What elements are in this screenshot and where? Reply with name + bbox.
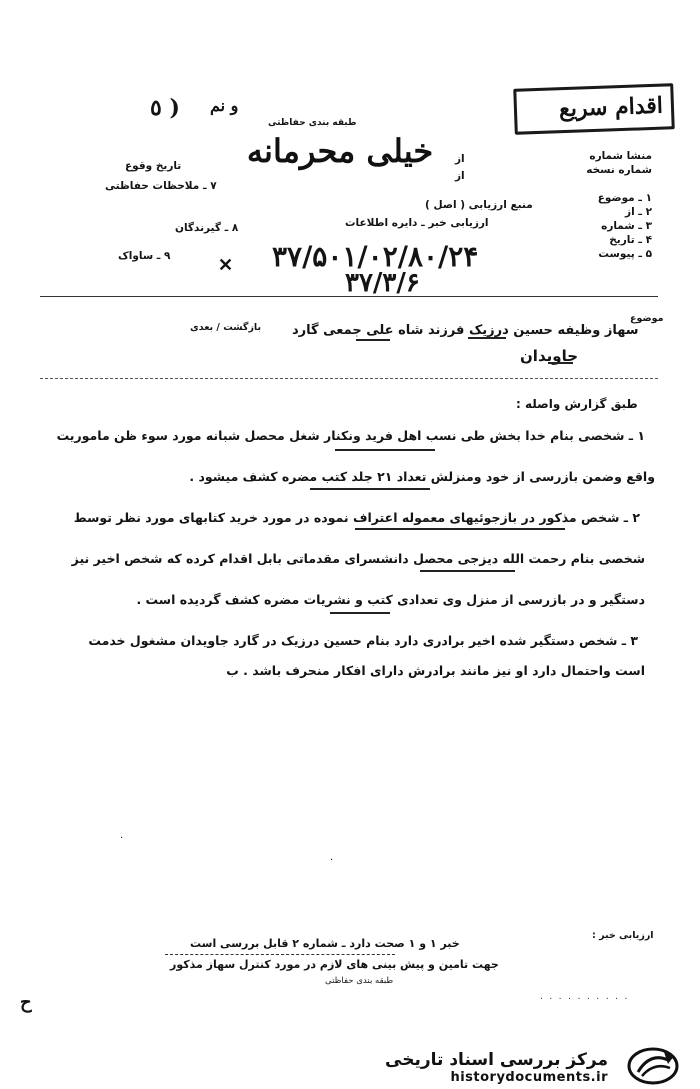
- field-savak: ۹ ـ ساواک: [118, 250, 171, 262]
- dot-mark: ·: [330, 855, 334, 866]
- field-from-2: از: [455, 170, 465, 182]
- hand-underline: [420, 570, 515, 572]
- field-label: ۵ ـ پیوست: [598, 248, 652, 260]
- field-label: ۴ ـ تاریخ: [609, 234, 652, 246]
- paragraph-3-line-1: ۳ ـ شخص دستگیر شده اخیر برادری دارد بنام حسین درزیک در گارد جاویدان مشغول خدمت: [88, 633, 638, 648]
- evaluation-line-2: جهت تامین و پیش بینی های لازم در مورد کنترل سهاز مذکور: [170, 958, 499, 971]
- field-recipients: ۸ ـ گیرندگان: [175, 222, 239, 234]
- classification-small: طبقه بندی حفاظتی: [268, 118, 357, 128]
- hand-underline: [548, 362, 573, 364]
- bottom-classification: طبقه بندی حفاظتی: [325, 976, 394, 986]
- field-protective-notes: ۷ ـ ملاحظات حفاظتی: [105, 180, 217, 192]
- subject-label: موضوع: [630, 313, 664, 324]
- watermark-name: مرکز بررسی اسناد تاریخی: [385, 1050, 608, 1070]
- paragraph-3-line-2: است واحتمال دارد او نیز مانند برادرش دارای افکار منحرف باشد . ب: [226, 663, 645, 678]
- evaluation-label: ارزیابی خبر :: [592, 930, 654, 941]
- field-label: منشا شماره: [589, 150, 652, 162]
- header-right-fields: [512, 150, 652, 260]
- hand-underline: [355, 528, 565, 530]
- dot-mark: .: [120, 830, 124, 841]
- hand-underline: [310, 488, 430, 490]
- evaluation-line-1: خبر ۱ و ۱ صحت دارد ـ شماره ۲ قابل بررسی است: [190, 937, 460, 950]
- handwritten-cross-mark: ✕: [218, 255, 234, 276]
- field-date-occurrence: تاریخ وقوع: [125, 160, 182, 172]
- header-divider: [40, 296, 658, 297]
- paragraph-2-line-1: ۲ ـ شخص مذکور در بازجوئیهای معموله اعتراف نموده در مورد خرید کتابهای مورد نظر توسط: [73, 510, 640, 525]
- handwritten-date-number: ۳۷/۳/۶: [345, 268, 420, 298]
- urgent-stamp: [513, 83, 675, 135]
- dotted-line: . . . . . . . . . .: [540, 992, 630, 1002]
- paragraph-1-line-2: واقع وضمن بازرسی از خود ومنزلش تعداد ۲۱ جلد کتب مضره کشف میشود .: [189, 469, 655, 484]
- field-from-1: از: [455, 153, 465, 165]
- paragraph-1-line-1: ۱ ـ شخصی بنام خدا بخش طی نسب اهل فرید ونکنار شغل محصل شبانه مورد سوء ظن ماموریت: [56, 428, 645, 443]
- field-source-eval: منبع ارزیابی ( اصل ): [425, 199, 533, 211]
- subject-divider: [40, 378, 658, 379]
- watermark-url: historydocuments.ir: [450, 1070, 608, 1085]
- urgent-stamp-text: اقدام سریع: [558, 92, 664, 123]
- archive-logo-icon: [620, 1046, 686, 1086]
- field-label: ۱ ـ موضوع: [597, 192, 652, 204]
- hand-underline: [468, 337, 506, 339]
- return-label: بازگشت / بعدی: [190, 322, 262, 333]
- field-news-eval: ارزیابی خبر ـ دایره اطلاعات: [345, 217, 489, 229]
- subject-line-2: جاویدان: [520, 347, 579, 365]
- classification-title: خیلی محرمانه: [246, 132, 434, 170]
- field-label: شماره نسخه: [586, 164, 652, 176]
- field-label: ۳ ـ شماره: [601, 220, 652, 232]
- body-intro: طبق گزارش واصله :: [516, 397, 638, 411]
- subject-line-1: سهاز وظیفه حسین درزیک فرزند شاه علی جمعی گارد: [292, 323, 639, 338]
- handwritten-squiggle: ح: [20, 992, 32, 1013]
- handwritten-reference-number: ۳۷/۵۰۱/۰۲/۸۰/۲۴: [272, 240, 479, 273]
- hand-underline: [356, 339, 390, 341]
- handwritten-mark-left: ٥ ): [150, 95, 180, 121]
- hand-underline: [330, 612, 390, 614]
- handwritten-mark-mid: و نم: [210, 96, 239, 115]
- paragraph-2-line-3: دستگیر و در بازرسی از منزل وی تعدادی کتب و نشریات مضره کشف گردیده است .: [136, 592, 645, 607]
- hand-underline: [335, 449, 435, 451]
- field-label: ۲ ـ از: [625, 206, 652, 218]
- hand-underline: [165, 954, 395, 955]
- paragraph-2-line-2: شخصی بنام رحمت الله دیزجی محصل دانشسرای مقدماتی بابل اقدام کرده که شخص اخیر نیز: [71, 551, 645, 566]
